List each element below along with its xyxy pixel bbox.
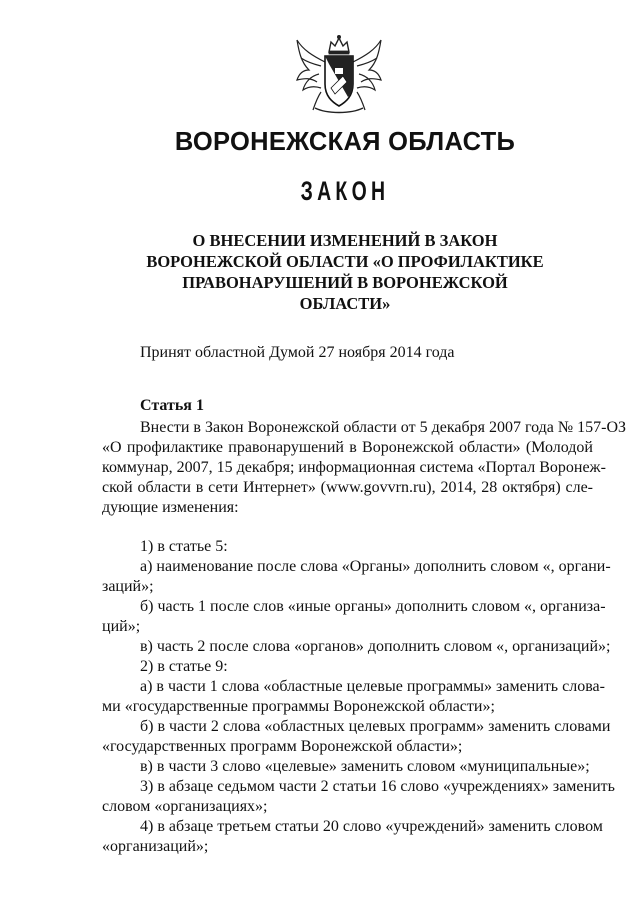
ribbon-icon [315, 108, 363, 113]
body-line: 3) в абзаце седьмом части 2 статьи 16 слово «учреждениях» заменить [140, 778, 615, 795]
document-type: ЗАКОН [300, 176, 390, 206]
body-line: б) в части 2 слова «областных целевых программ» заменить словами [140, 718, 611, 735]
body-line: «государственных программ Воронежской области»; [102, 738, 463, 755]
body-line: 2) в статье 9: [140, 658, 228, 675]
shield-icon [325, 56, 353, 106]
body-line: а) в части 1 слова «областные целевые программы» заменить слова- [140, 678, 605, 695]
law-title-line-3: ПРАВОНАРУШЕНИЙ В ВОРОНЕЖСКОЙ [182, 273, 508, 292]
body-line: ской области в сети Интернет» (www.govvrn.ru), 2014, 28 октября) сле- [102, 479, 593, 496]
body-line: в) в части 3 слово «целевые» заменить словом «муниципальные»; [140, 758, 590, 775]
coat-of-arms-emblem [291, 32, 387, 116]
adopted-note: Принят областной Думой 27 ноября 2014 года [140, 344, 455, 361]
article-heading: Статья 1 [140, 397, 204, 414]
body-line: «О профилактике правонарушений в Воронежской области» (Молодой [102, 439, 593, 456]
law-title-line-2: ВОРОНЕЖСКОЙ ОБЛАСТИ «О ПРОФИЛАКТИКЕ [146, 252, 544, 271]
body-line: б) часть 1 после слов «иные органы» дополнить словом «, организа- [140, 598, 606, 615]
crown-icon [329, 35, 349, 54]
region-name: ВОРОНЕЖСКАЯ ОБЛАСТЬ [174, 128, 516, 156]
body-line: 1) в статье 5: [140, 538, 228, 555]
body-line: заций»; [102, 578, 154, 595]
body-line: а) наименование после слова «Органы» дополнить словом «, органи- [140, 558, 611, 575]
lion-supporter-icon [297, 40, 325, 110]
body-line: словом «организациях»; [102, 798, 268, 815]
body-line: Внести в Закон Воронежской области от 5 декабря 2007 года № 157-ОЗ [140, 419, 627, 436]
body-line: ми «государственные программы Воронежской области»; [102, 698, 495, 715]
body-line: коммунар, 2007, 15 декабря; информационная система «Портал Воронеж- [102, 459, 606, 476]
body-line: в) часть 2 после слова «органов» дополнить словом «, организаций»; [140, 638, 611, 655]
body-line: ций»; [102, 618, 141, 635]
lion-supporter-icon [353, 40, 381, 110]
body-line: «организаций»; [102, 838, 209, 855]
body-line: 4) в абзаце третьем статьи 20 слово «учреждений» заменить словом [140, 818, 603, 835]
law-title-line-1: О ВНЕСЕНИИ ИЗМЕНЕНИЙ В ЗАКОН [192, 231, 498, 250]
body-line: дующие изменения: [102, 499, 239, 516]
law-title-line-4: ОБЛАСТИ» [299, 294, 391, 313]
